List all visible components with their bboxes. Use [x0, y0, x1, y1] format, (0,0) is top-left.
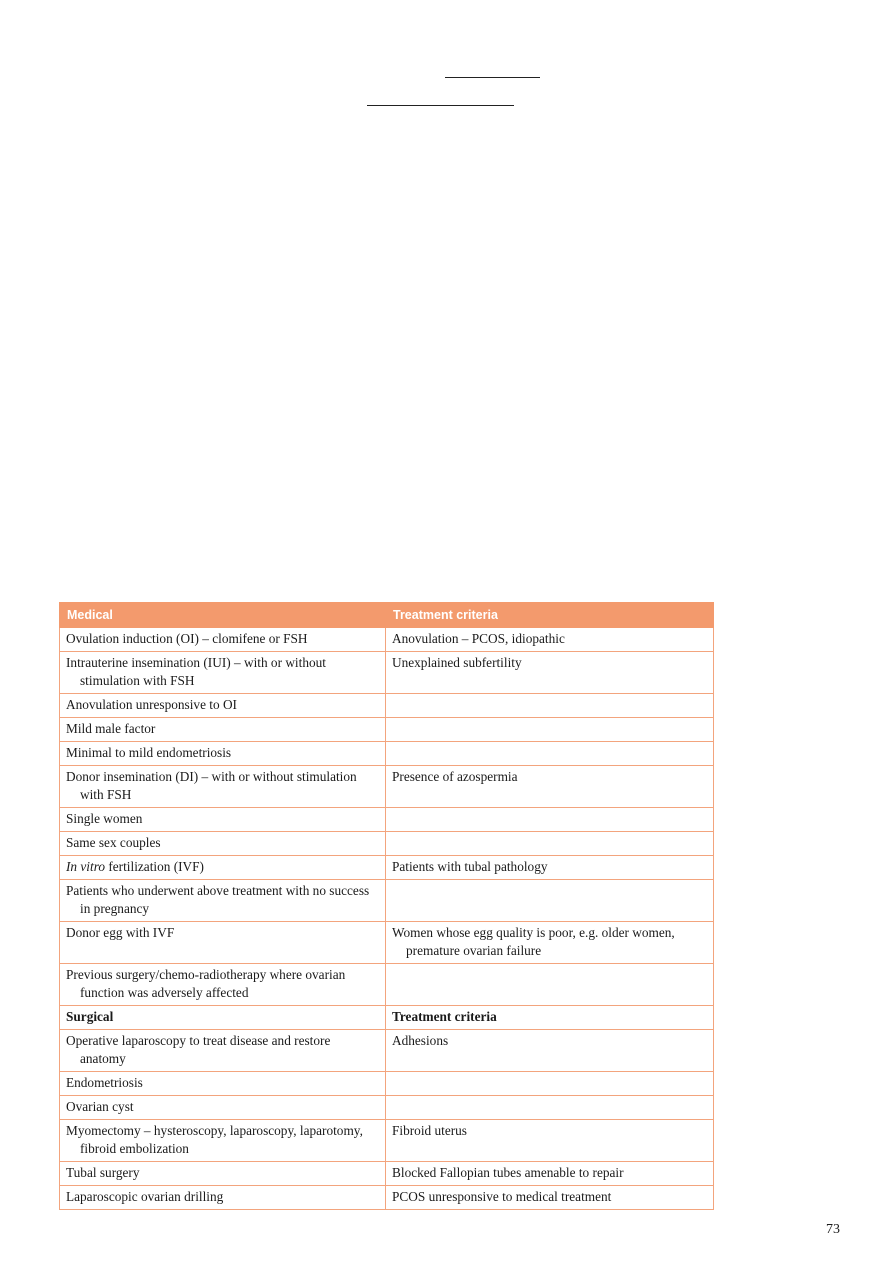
table-row	[60, 652, 714, 694]
table-cell: In vitro fertilization (IVF)	[60, 856, 386, 880]
table-cell: Donor insemination (DI) – with or without stimulation with FSH	[60, 766, 386, 808]
section-surgical: Surgical	[60, 1006, 386, 1030]
table-cell: Ovarian cyst	[60, 1096, 386, 1120]
section-header-row	[60, 1006, 714, 1030]
table-cell: Operative laparoscopy to treat disease and restore anatomy	[60, 1030, 386, 1072]
table-row	[60, 694, 714, 718]
table-cell	[386, 742, 714, 766]
header-medical: Medical	[60, 603, 386, 628]
table-cell: Mild male factor	[60, 718, 386, 742]
table-cell: Myomectomy – hysteroscopy, laparoscopy, laparotomy, fibroid embolization	[60, 1120, 386, 1162]
subtitle-underline	[367, 105, 514, 106]
treatment-table	[59, 602, 714, 1210]
page-number: 73	[826, 1222, 840, 1237]
table-cell: Laparoscopic ovarian drilling	[60, 1186, 386, 1210]
table-row	[60, 718, 714, 742]
table-row	[60, 1162, 714, 1186]
table-cell: Tubal surgery	[60, 1162, 386, 1186]
table-cell	[386, 1096, 714, 1120]
table-row	[60, 742, 714, 766]
table-row	[60, 808, 714, 832]
table-cell	[386, 718, 714, 742]
table-row	[60, 856, 714, 880]
table-cell: Patients who underwent above treatment with no success in pregnancy	[60, 880, 386, 922]
table-cell: Minimal to mild endometriosis	[60, 742, 386, 766]
table-cell: Presence of azospermia	[386, 766, 714, 808]
table-cell: Women whose egg quality is poor, e.g. older women, premature ovarian failure	[386, 922, 714, 964]
table-cell	[386, 880, 714, 922]
table-cell: Endometriosis	[60, 1072, 386, 1096]
table-cell: Anovulation unresponsive to OI	[60, 694, 386, 718]
table-cell: Patients with tubal pathology	[386, 856, 714, 880]
table-cell: Donor egg with IVF	[60, 922, 386, 964]
table-cell: Intrauterine insemination (IUI) – with or without stimulation with FSH	[60, 652, 386, 694]
table-row	[60, 832, 714, 856]
table-header-row	[60, 603, 714, 628]
table-cell: Blocked Fallopian tubes amenable to repair	[386, 1162, 714, 1186]
table-cell	[386, 1072, 714, 1096]
table-row	[60, 766, 714, 808]
table-row	[60, 1030, 714, 1072]
header-treatment-criteria: Treatment criteria	[386, 603, 714, 628]
table-cell: Unexplained subfertility	[386, 652, 714, 694]
table-row	[60, 1072, 714, 1096]
table-cell	[386, 832, 714, 856]
table-cell: Anovulation – PCOS, idiopathic	[386, 628, 714, 652]
table-cell: Same sex couples	[60, 832, 386, 856]
table-row	[60, 964, 714, 1006]
table-cell	[386, 694, 714, 718]
table-row	[60, 1096, 714, 1120]
table-cell	[386, 964, 714, 1006]
table-cell: Ovulation induction (OI) – clomifene or FSH	[60, 628, 386, 652]
table-cell: PCOS unresponsive to medical treatment	[386, 1186, 714, 1210]
section-treatment-criteria: Treatment criteria	[386, 1006, 714, 1030]
table-row	[60, 1186, 714, 1210]
italic-term: In vitro	[66, 859, 106, 874]
table-row	[60, 1120, 714, 1162]
table-row	[60, 880, 714, 922]
table-cell: Previous surgery/chemo-radiotherapy where ovarian function was adversely affected	[60, 964, 386, 1006]
table-cell: Fibroid uterus	[386, 1120, 714, 1162]
table-cell	[386, 808, 714, 832]
table-cell: Adhesions	[386, 1030, 714, 1072]
table-cell: Single women	[60, 808, 386, 832]
table-row	[60, 922, 714, 964]
title-underline	[445, 77, 540, 78]
table-row	[60, 628, 714, 652]
